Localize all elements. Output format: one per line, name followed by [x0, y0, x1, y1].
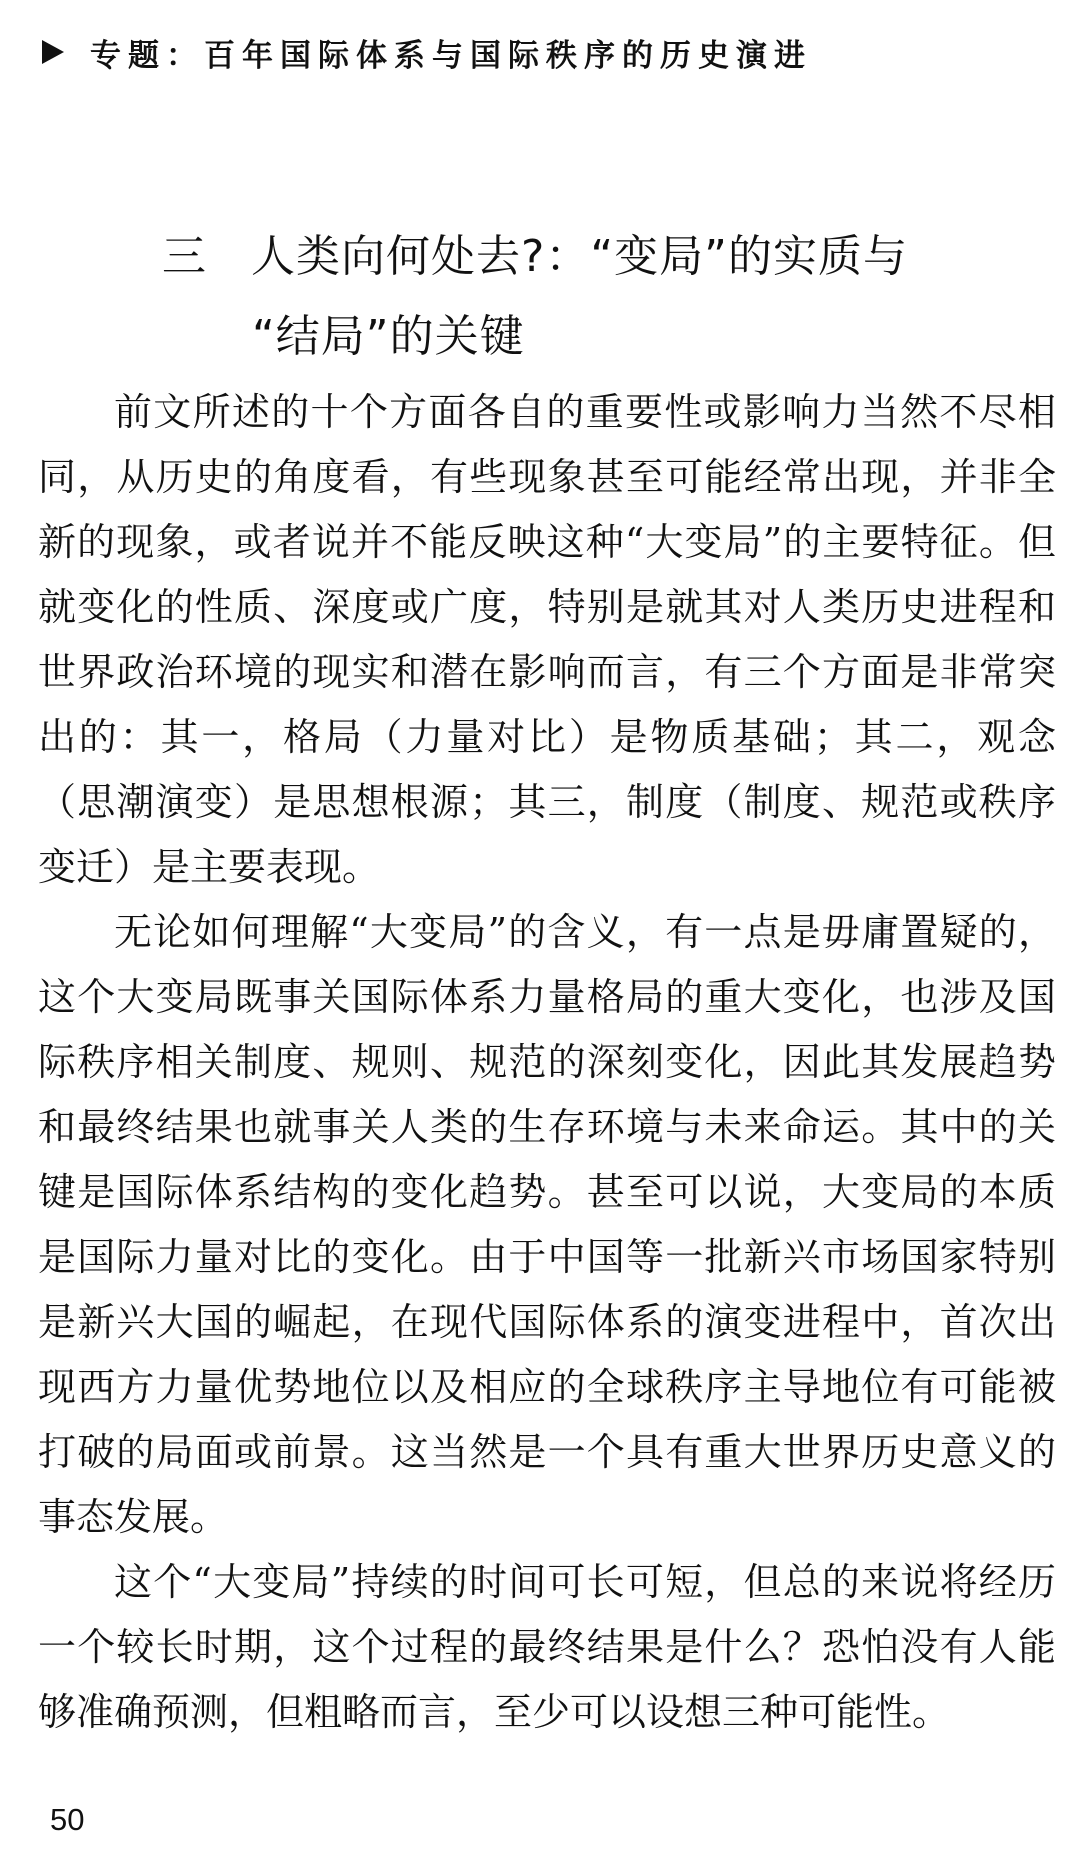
section-number: 三: [162, 230, 207, 282]
triangle-arrow-icon: [42, 40, 64, 64]
paragraph-2: 无论如何理解“大变局”的含义，有一点是毋庸置疑的，这个大变局既事关国际体系力量格局的重大变化，也涉及国际秩序相关制度、规则、规范的深刻变化，因此其发展趋势和最终结果也就事关人类的生存环境与未来命运。其中的关键是国际体系结构的变化趋势。甚至可以说，大变局的本质是国际力量对比的变化。由于中国等一批新兴市场国家特别是新兴大国的崛起，在现代国际体系的演变进程中，首次出现西方力量优势地位以及相应的全球秩序主导地位有可能被打破的局面或前景。这当然是一个具有重大世界历史意义的事态发展。: [38, 910, 1056, 1539]
paragraph-3: 这个“大变局”持续的时间可长可短，但总的来说将经历一个较长时期，这个过程的最终结果是什么？恐怕没有人能够准确预测，但粗略而言，至少可以设想三种可能性。: [38, 1560, 1056, 1734]
section-title-line1: 人类向何处去?：“变局”的实质与: [251, 230, 908, 282]
running-head-text: 专题：百年国际体系与国际秩序的历史演进: [90, 37, 812, 74]
section-title: [162, 217, 982, 377]
section-title-line2: “结局”的关键: [252, 310, 525, 362]
paragraph-1: 前文所述的十个方面各自的重要性或影响力当然不尽相同，从历史的角度看，有些现象甚至可能经常出现，并非全新的现象，或者说并不能反映这种“大变局”的主要特征。但就变化的性质、深度或广度，特别是就其对人类历史进程和世界政治环境的现实和潜在影响而言，有三个方面是非常突出的：其一，格局（力量对比）是物质基础；其二，观念（思潮演变）是思想根源；其三，制度（制度、规范或秩序变迁）是主要表现。: [38, 390, 1056, 889]
running-head: [42, 30, 812, 74]
body-text: [38, 380, 1056, 1745]
page-number: 50: [50, 1802, 85, 1837]
